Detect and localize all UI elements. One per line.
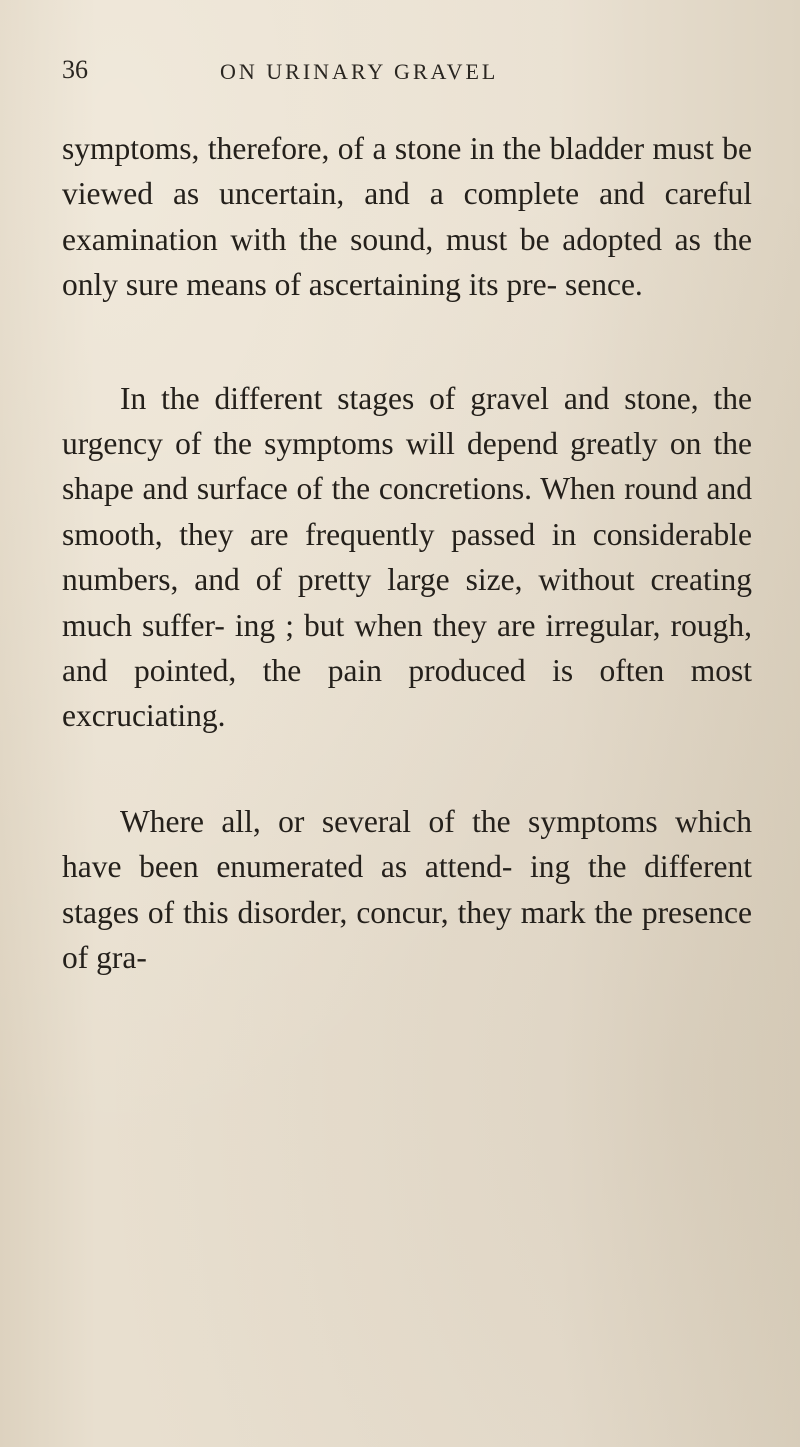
paragraph-continuation: symptoms, therefore, of a stone in the bladder must be viewed as uncertain, and a complete and careful examination with the sound, must be adopted as the only sure means of ascertaining its pre- sence. [62, 131, 752, 303]
paragraph-stages: In the different stages of gravel and stone, the urgency of the symptoms will depend greatly on the shape and surface of the concretions. When round and smooth, they are frequently passed in considerable numbers, and of pretty large size, without creating much suffer- ing ; but when they are irregular, rough, and pointed, the pain produced is often most excruciating. [62, 380, 752, 734]
body-text [62, 126, 752, 981]
running-head [62, 55, 762, 95]
running-title: ON URINARY GRAVEL [220, 59, 499, 84]
page-number: 36 [62, 55, 88, 84]
paragraph-symptoms: Where all, or several of the symptoms which have been enumerated as attend- ing the different stages of this disorder, concur, they mark the presence of gra- [62, 803, 752, 976]
